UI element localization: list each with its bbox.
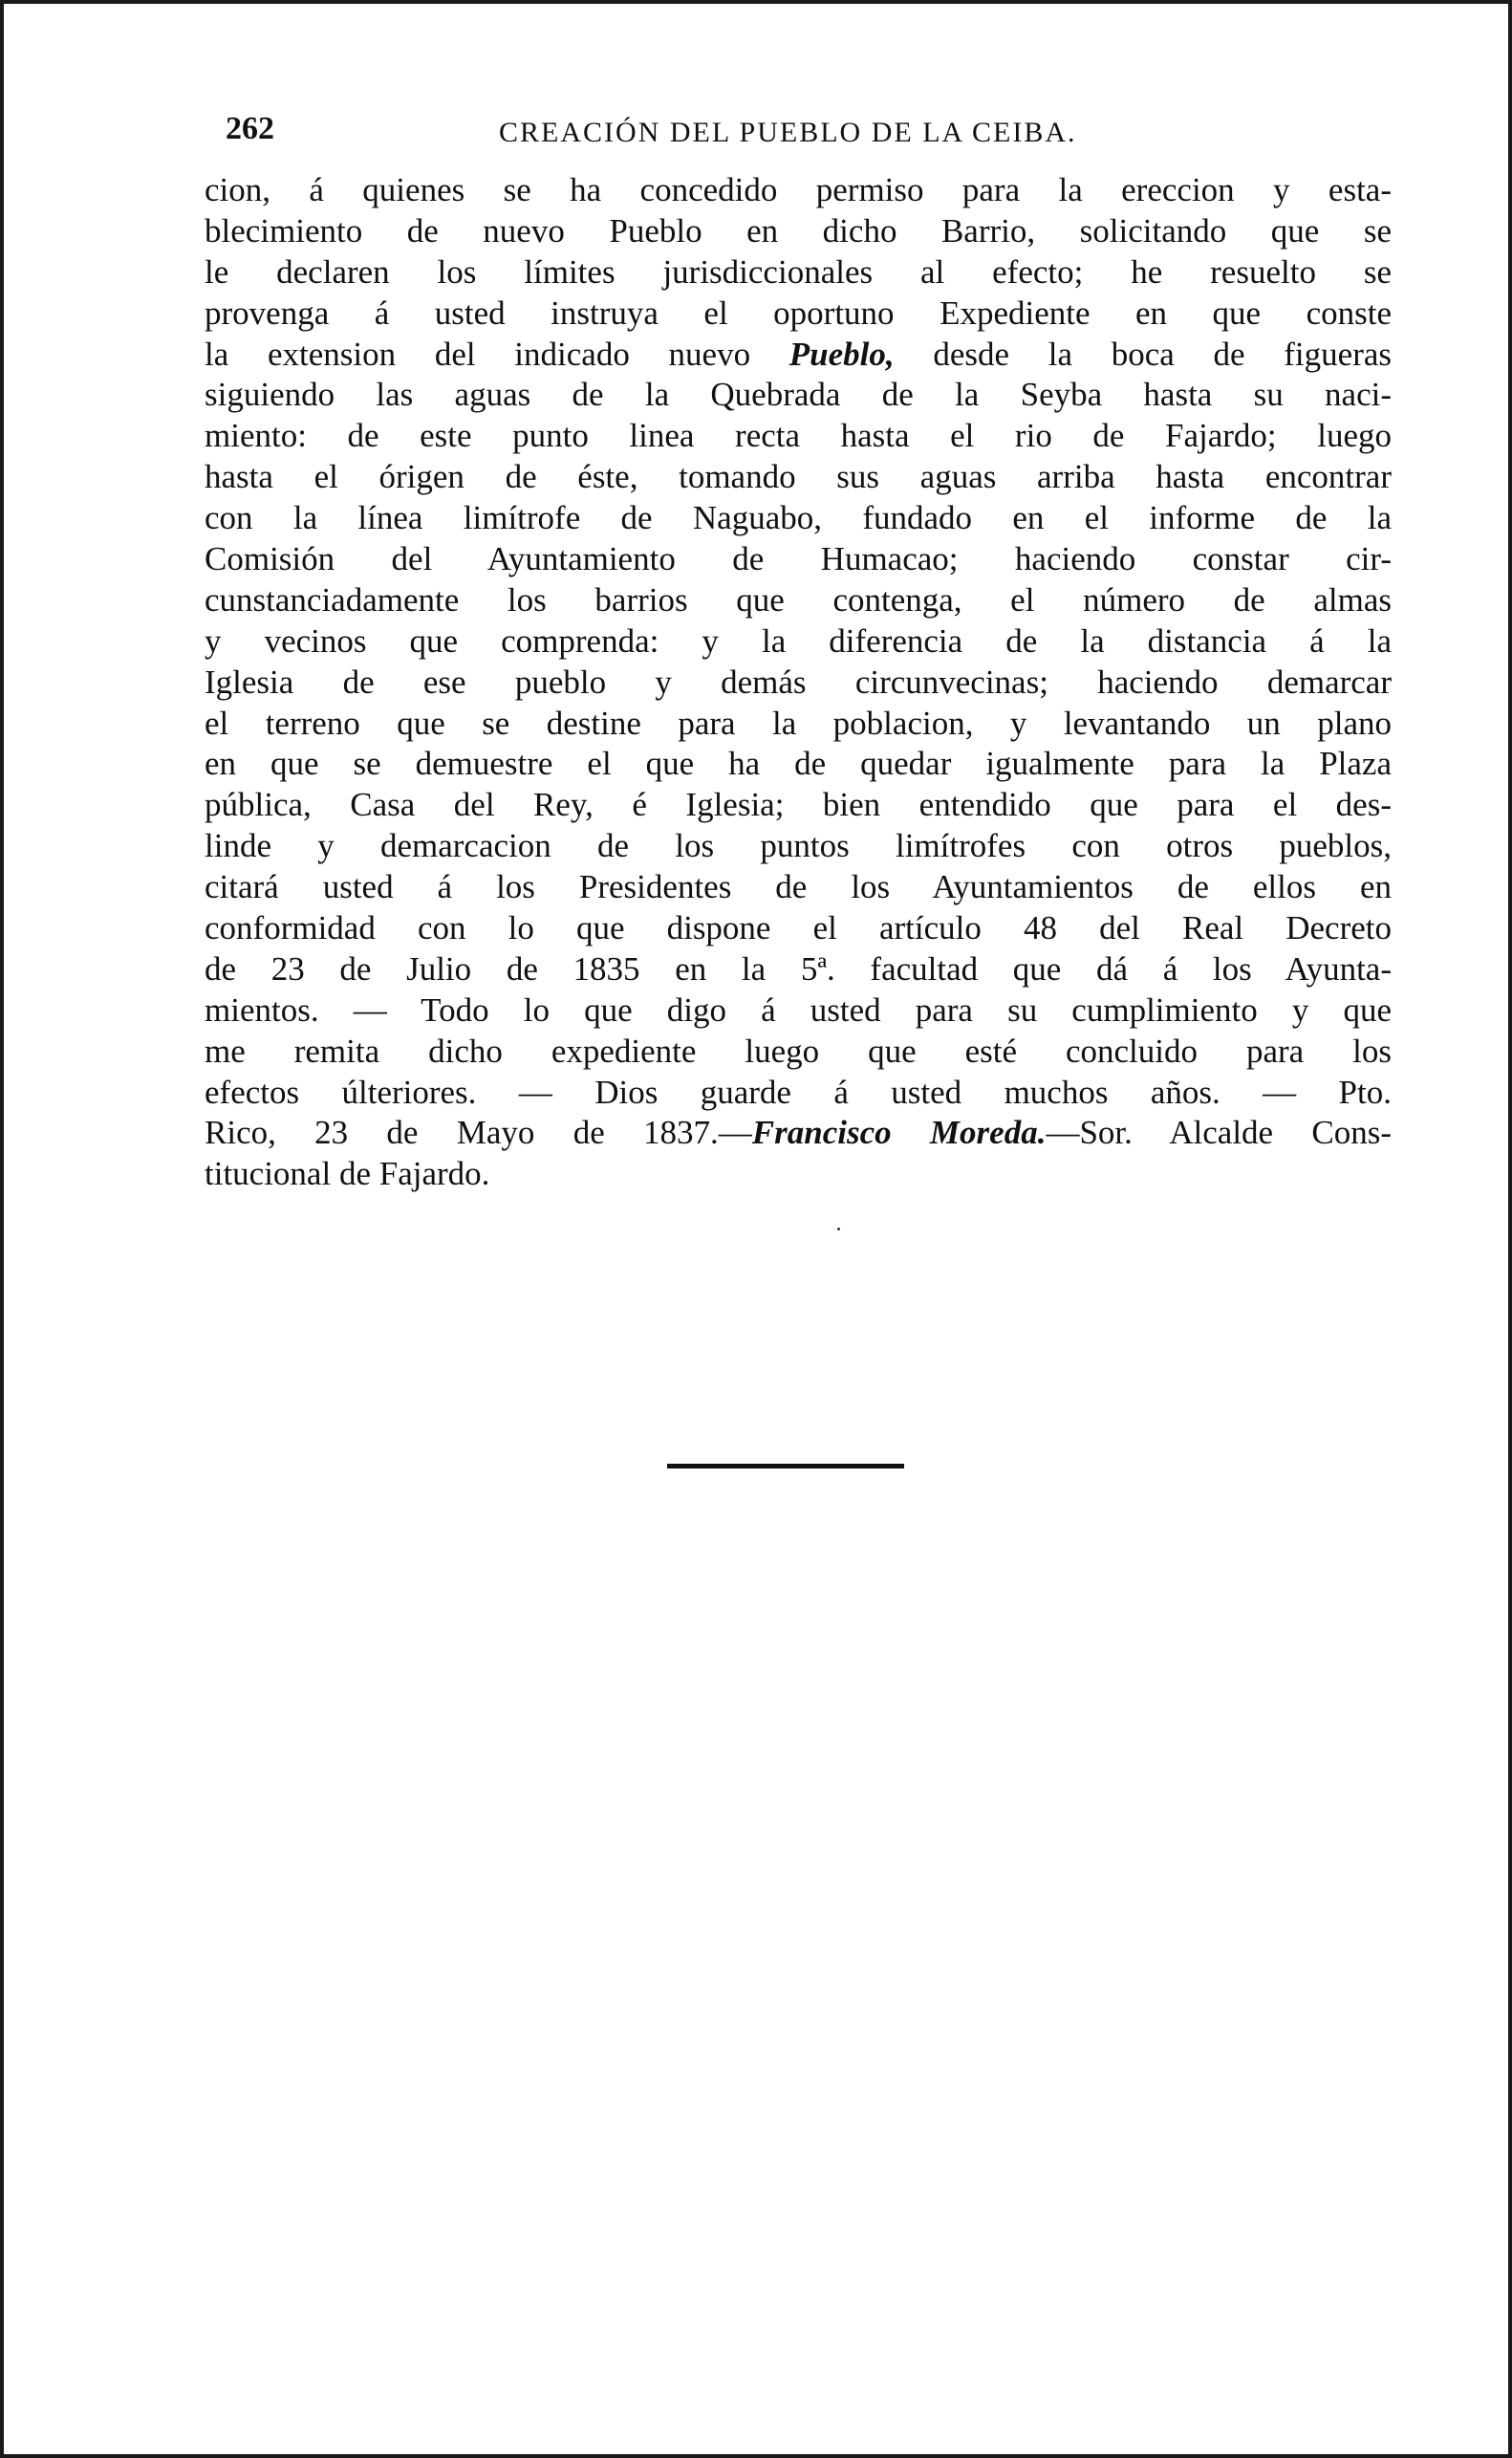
text-line: conformidad con lo que dispone el artículo 48 del Real Decreto xyxy=(205,909,1392,947)
text-line: provenga á usted instruya el oportuno Expediente en que conste xyxy=(205,294,1392,332)
text-line: me remita dicho expediente luego que esté concluido para los xyxy=(205,1032,1392,1070)
text-line: le declaren los límites jurisdiccionales al efecto; he resuelto se xyxy=(205,252,1392,291)
page-header xyxy=(203,107,1392,149)
text-line: pública, Casa del Rey, é Iglesia; bien entendido que para el des- xyxy=(205,786,1392,824)
text-line: hasta el órigen de éste, tomando sus aguas arriba hasta encontrar xyxy=(205,458,1392,496)
text-line: en que se demuestre el que ha de quedar igualmente para la Plaza xyxy=(205,745,1392,783)
text-line: efectos últeriores. — Dios guarde á usted muchos años. — Pto. xyxy=(205,1073,1392,1111)
text-segment: Rico, 23 de Mayo de 1837.— xyxy=(205,1114,752,1152)
text-line: Iglesia de ese pueblo y demás circunvecinas; haciendo demarcar xyxy=(205,663,1392,701)
text-line: Comisión del Ayuntamiento de Humacao; haciendo constar cir- xyxy=(205,540,1392,578)
text-line xyxy=(205,335,1392,376)
page-border-top xyxy=(0,0,1512,4)
italic-signature: Francisco Moreda. xyxy=(751,1114,1047,1152)
text-line: mientos. — Todo lo que digo á usted para su cumplimiento y que xyxy=(205,990,1392,1029)
text-segment: desde la boca de figueras xyxy=(894,335,1392,373)
text-line: titucional de Fajardo. xyxy=(205,1155,490,1193)
text-line: de 23 de Julio de 1835 en la 5ª. facultad que dá á los Ayunta- xyxy=(205,949,1392,988)
text-line xyxy=(205,1113,1392,1154)
text-line: el terreno que se destine para la poblacion, y levantando un plano xyxy=(205,704,1392,742)
text-line: cion, á quienes se ha concedido permiso para la ereccion y esta- xyxy=(205,171,1392,208)
text-line: cunstanciadamente los barrios que contenga, el número de almas xyxy=(205,580,1392,619)
text-line: citará usted á los Presidentes de los Ayuntamientos de ellos en xyxy=(205,868,1392,906)
text-line: linde y demarcacion de los puntos limítrofes con otros pueblos, xyxy=(205,827,1392,865)
italic-pueblo: Pueblo, xyxy=(788,335,895,373)
page-border-left xyxy=(0,0,4,2458)
text-line: con la línea limítrofe de Naguabo, fundado en el informe de la xyxy=(205,499,1392,537)
running-title: CREACIÓN DEL PUEBLO DE LA CEIBA. xyxy=(499,117,1077,148)
text-line: y vecinos que comprenda: y la diferencia de la distancia á la xyxy=(205,621,1392,660)
page-border-right xyxy=(1508,0,1512,2458)
text-segment: —Sor. Alcalde Cons- xyxy=(1046,1114,1392,1152)
text-line: miento: de este punto linea recta hasta el rio de Fajardo; luego xyxy=(205,417,1392,455)
section-end-rule xyxy=(667,1464,904,1468)
body-text xyxy=(205,170,1392,1195)
text-line: blecimiento de nuevo Pueblo en dicho Barrio, solicitando que se xyxy=(205,211,1392,250)
page-border-bottom xyxy=(0,2454,1512,2458)
text-line: siguiendo las aguas de la Quebrada de la Seyba hasta su naci- xyxy=(205,376,1392,414)
page-number: 262 xyxy=(226,111,274,146)
text-segment: la extension del indicado nuevo xyxy=(205,335,751,373)
print-speck xyxy=(837,1228,840,1230)
